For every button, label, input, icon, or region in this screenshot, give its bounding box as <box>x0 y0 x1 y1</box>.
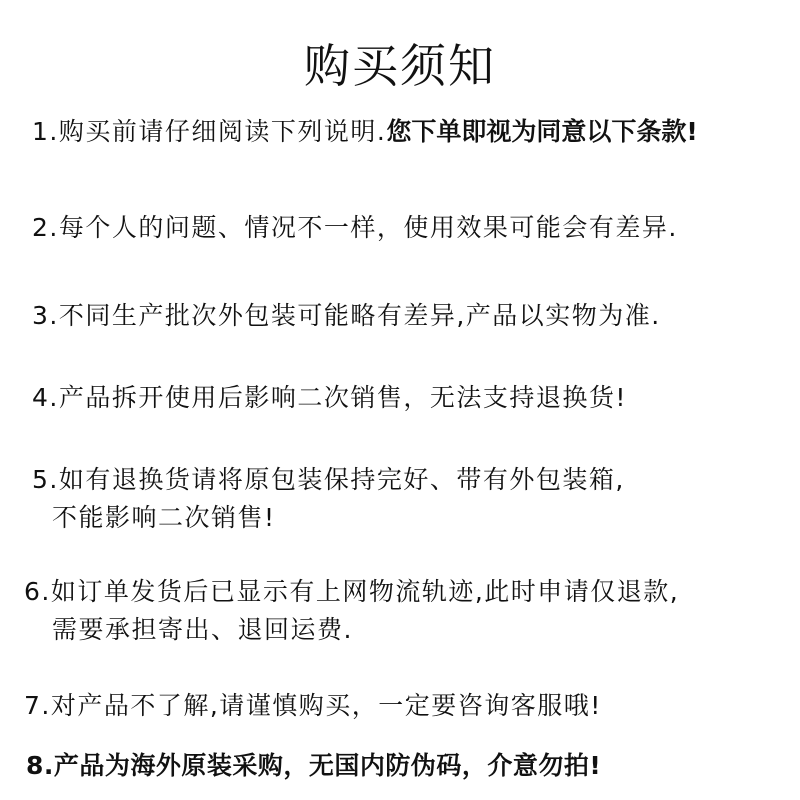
notice-item-4: 4.产品拆开使用后影响二次销售，无法支持退换货! <box>32 383 627 412</box>
notice-item-3: 3.不同生产批次外包装可能略有差异,产品以实物为准. <box>32 301 661 330</box>
notice-item-5: 5.如有退换货请将原包装保持完好、带有外包装箱, <box>32 465 625 494</box>
notice-item-6: 6.如订单发货后已显示有上网物流轨迹,此时申请仅退款, <box>24 577 680 606</box>
notice-item-1 <box>32 112 698 148</box>
notice-item-5-continued: 不能影响二次销售! <box>52 503 276 532</box>
notice-item-2: 2.每个人的问题、情况不一样，使用效果可能会有差异. <box>32 213 678 242</box>
notice-item-8: 8.产品为海外原装采购，无国内防伪码，介意勿拍! <box>26 751 602 780</box>
notice-item-1-emphasis: 您下单即视为同意以下条款! <box>386 117 698 146</box>
notice-item-1-text: 1.购买前请仔细阅读下列说明. <box>32 117 387 146</box>
notice-item-7: 7.对产品不了解,请谨慎购买，一定要咨询客服哦! <box>24 691 602 720</box>
notice-item-6-continued: 需要承担寄出、退回运费. <box>52 615 353 644</box>
page-title: 购买须知 <box>304 39 496 93</box>
